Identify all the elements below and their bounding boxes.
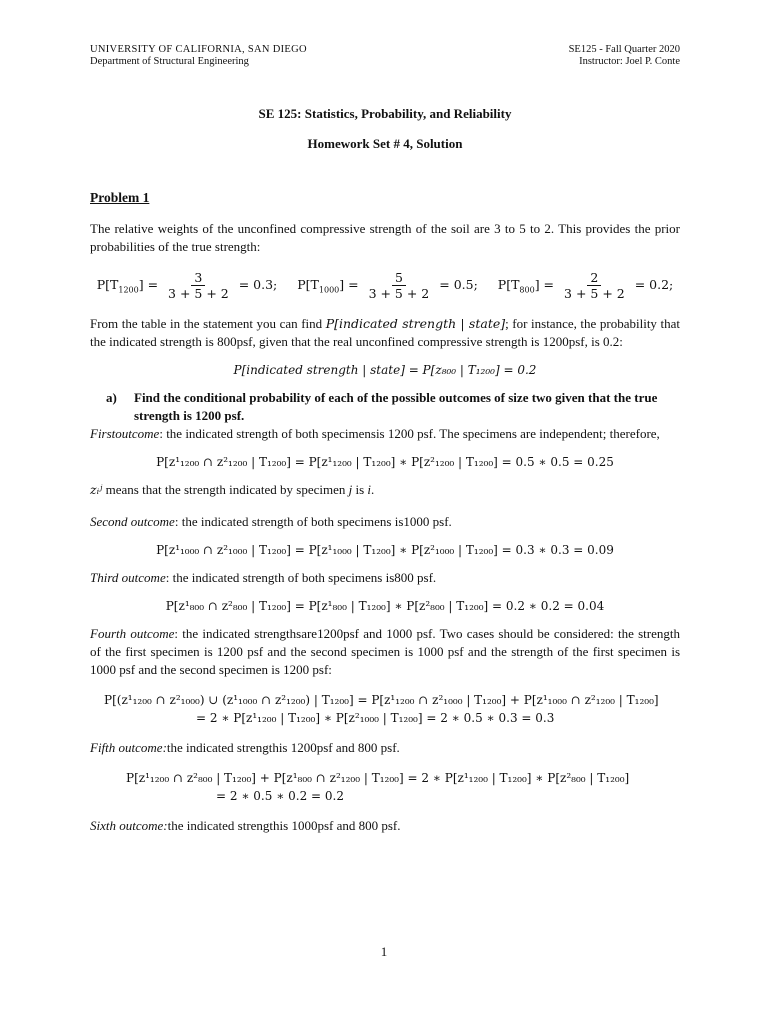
fifth-outcome-equation (126, 769, 680, 805)
part-a-label: a) (106, 390, 117, 405)
prior-800-sub: 800 (519, 285, 535, 295)
zij-j: j (348, 482, 353, 497)
fourth-outcome-label: Fourth outcome (90, 626, 175, 641)
prior-800-lhs: P[T (497, 277, 520, 292)
table-text-math: P[indicated strength | state] (325, 316, 506, 331)
prior-1000-lhs: P[T (297, 277, 319, 292)
table-paragraph (90, 315, 680, 351)
page-number: 1 (380, 944, 388, 959)
first-outcome-label: Firstoutcome (90, 426, 160, 441)
fourth-outcome-equation-line1: P[(z¹₁₂₀₀ ∩ z²₁₀₀₀) ∪ (z¹₁₀₀₀ ∩ z²₁₂₀₀) | T₁₂₀₀] = P[z¹₁₂₀₀ ∩ z²₁₀₀₀ | T₁₂₀₀] + P[z¹₁₀₀₀ ∩ z²₁₂₀₀ | T₁₂₀₀] (104, 693, 659, 707)
prior-1000-sub: 1000 (318, 285, 340, 295)
document-title: SE 125: Statistics, Probability, and Reliability (258, 106, 512, 121)
zij-paragraph (90, 481, 680, 499)
prior-1000-num: 5 (392, 270, 406, 286)
fourth-outcome-paragraph (90, 625, 680, 679)
prior-1200-result: = 0.3; (238, 277, 278, 292)
department-name: Department of Structural Engineering (90, 56, 249, 67)
first-outcome-equation: P[z¹₁₂₀₀ ∩ z²₁₂₀₀ | T₁₂₀₀] = P[z¹₁₂₀₀ | T₁₂₀₀] ∗ P[z²₁₂₀₀ | T₁₂₀₀] = 0.5 ∗ 0.5 = 0.25 (156, 455, 614, 469)
zij-i: i (367, 482, 372, 497)
prior-1000-result: = 0.5; (439, 277, 478, 292)
table-equation: P[indicated strength | state] = P[z₈₀₀ | T₁₂₀₀] = 0.2 (233, 363, 537, 377)
page-header (90, 44, 680, 68)
prior-800-result: = 0.2; (634, 277, 674, 292)
second-outcome-label: Second outcome (90, 514, 175, 529)
zij-end: . (371, 482, 375, 497)
instructor-name: Instructor: Joel P. Conte (579, 56, 680, 67)
third-outcome-paragraph (90, 569, 680, 587)
second-outcome-equation: P[z¹₁₀₀₀ ∩ z²₁₀₀₀ | T₁₂₀₀] = P[z¹₁₀₀₀ | T₁₂₀₀] ∗ P[z²₁₀₀₀ | T₁₂₀₀] = 0.3 ∗ 0.3 = 0.09 (156, 543, 614, 557)
document-subtitle: Homework Set # 4, Solution (307, 136, 463, 151)
university-name: UNIVERSITY OF CALIFORNIA, SAN DIEGO (90, 44, 307, 55)
problem-heading: Problem 1 (90, 190, 150, 205)
sixth-outcome-text: the indicated strengthis 1000psf and 800 psf. (167, 818, 401, 833)
fifth-outcome-equation-line2: = 2 ∗ 0.5 ∗ 0.2 = 0.2 (216, 789, 345, 803)
header-left (90, 44, 307, 68)
prior-1200-sub: 1200 (118, 285, 139, 295)
third-outcome-text: : the indicated strength of both specimens is800 psf. (165, 570, 437, 585)
prior-1200-den: 3 + 5 + 2 (168, 286, 229, 301)
prior-1000: $P[T_{1000}]$ = $\frac{5}{3 + 5 + 2}$ = 0.5; (297, 270, 478, 301)
document-page (90, 44, 680, 835)
course-term: SE125 - Fall Quarter 2020 (568, 44, 680, 55)
prior-probabilities-equation (90, 270, 680, 301)
part-a-question (90, 389, 680, 425)
second-outcome-text: : the indicated strength of both specimens is1000 psf. (174, 514, 452, 529)
fifth-outcome-equation-line1: P[z¹₁₂₀₀ ∩ z²₈₀₀ | T₁₂₀₀] + P[z¹₈₀₀ ∩ z²₁₂₀₀ | T₁₂₀₀] = 2 ∗ P[z¹₁₂₀₀ | T₁₂₀₀] ∗ P[z²₈₀₀ | T₁₂₀₀] (126, 771, 630, 785)
fourth-outcome-equation (104, 691, 680, 727)
second-outcome-paragraph (90, 513, 680, 531)
fourth-outcome-text: : the indicated strengthsare1200psf and 1000 psf. Two cases should be considered: the strength of the first specimen is 1200 psf and the second specimen is 1000 psf and the strength of the first specimen is 1000 psf and the second specimen is 1200 psf: (90, 626, 680, 677)
prior-800-den: 3 + 5 + 2 (564, 286, 625, 301)
table-text-b: ; for instance, the probability that the indicated strength is 800psf, given that the real unconfined compressive strength is 1200psf, is 0.2: (90, 316, 680, 349)
sixth-outcome-label: Sixth outcome: (90, 818, 168, 833)
fourth-outcome-equation-line2: = 2 ∗ P[z¹₁₂₀₀ | T₁₂₀₀] ∗ P[z²₁₀₀₀ | T₁₂₀₀] = 2 ∗ 0.5 ∗ 0.3 = 0.3 (196, 711, 555, 725)
prior-1200-lhs: P[T (96, 277, 119, 292)
zij-text-b: is (352, 482, 368, 497)
zij-symbol: zᵢʲ (90, 482, 103, 497)
prior-1200: $P[T_{1200}]$ = $\frac{3}{3 + 5 + 2}$ = 0.3; (96, 270, 278, 301)
part-a-text: Find the conditional probability of each of the possible outcomes of size two given that the true strength is 1200 psf. (134, 390, 658, 423)
intro-paragraph: The relative weights of the unconfined compressive strength of the soil are 3 to 5 to 2. This provides the prior probabilities of the true strength: (90, 221, 680, 254)
prior-1200-num: 3 (191, 270, 205, 286)
prior-800: $P[T_{800}]$ = $\frac{2}{3 + 5 + 2}$ = 0.2; (497, 270, 674, 301)
third-outcome-label: Third outcome (90, 570, 166, 585)
fifth-outcome-text: the indicated strengthis 1200psf and 800 psf. (166, 740, 400, 755)
header-right (569, 44, 680, 68)
fifth-outcome-label: Fifth outcome: (90, 740, 167, 755)
sixth-outcome-paragraph (90, 817, 680, 835)
prior-800-num: 2 (587, 270, 601, 286)
fifth-outcome-paragraph (90, 739, 680, 757)
first-outcome-paragraph (90, 425, 680, 443)
first-outcome-text: : the indicated strength of both specimensis 1200 psf. The specimens are independent; therefore, (159, 426, 660, 441)
table-text-a: From the table in the statement you can find (90, 316, 326, 331)
prior-1000-den: 3 + 5 + 2 (368, 286, 430, 301)
third-outcome-equation: P[z¹₈₀₀ ∩ z²₈₀₀ | T₁₂₀₀] = P[z¹₈₀₀ | T₁₂₀₀] ∗ P[z²₈₀₀ | T₁₂₀₀] = 0.2 ∗ 0.2 = 0.04 (165, 599, 605, 613)
zij-text-a: means that the strength indicated by specimen (102, 482, 349, 497)
